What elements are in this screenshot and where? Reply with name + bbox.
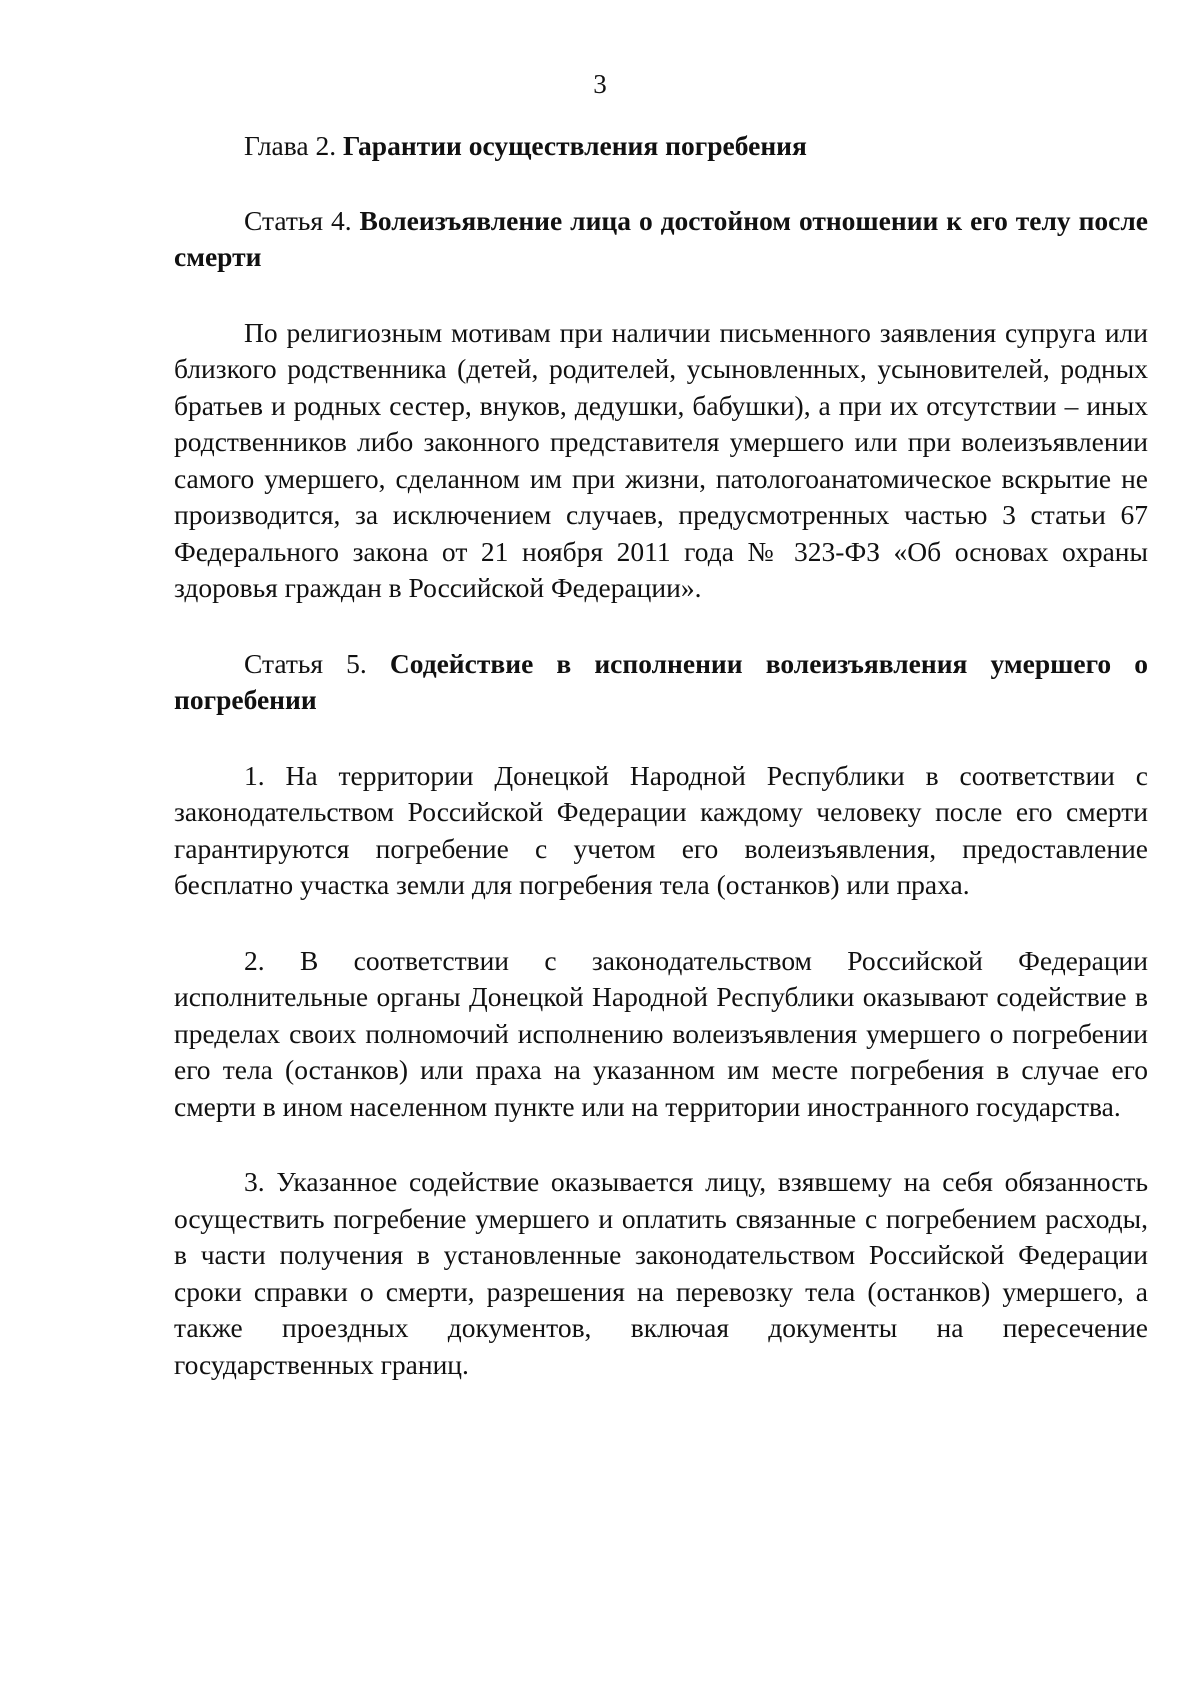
article-5-paragraph-3: 3. Указанное содействие оказывается лицу, взявшему на себя обязанность осуществить погребение умершего и оплатить связанные с погребением расходы, в части получения в установленные законодательством Российской Федерации сроки справки о смерти, разрешения на перевозку тела (останков) умершего, а также проездных документов, включая документы на пересечение государственных границ. [174, 1166, 1148, 1380]
article-5-heading [174, 646, 1148, 719]
article-4-title: Волеизъявление лица о достойном отношении к его телу после смерти [174, 204, 1149, 272]
chapter-prefix: Глава 2. [244, 130, 337, 161]
article-5-title: Содействие в исполнении волеизъявления умершего о погребении [174, 647, 1148, 715]
page-number: 3 [593, 69, 607, 99]
article-4-prefix: Статья 4. [244, 204, 352, 236]
article-5-prefix: Статья 5. [244, 647, 367, 679]
article-5-paragraph-2: 2. В соответствии с законодательством Российской Федерации исполнительные органы Донецкой Народной Республики оказывают содействие в пределах своих полномочий исполнению волеизъявления умершего о погребении его тела (останков) или праха на указанном им месте погребения в случае его смерти в ином населенном пункте или на территории иностранного государства. [174, 944, 1148, 1122]
article-4-paragraph: По религиозным мотивам при наличии письменного заявления супруга или близкого родственника (детей, родителей, усыновленных, усыновителей, родных братьев и родных сестер, внуков, дедушки, бабушки), а при их отсутствии – иных родственников либо законного представителя умершего или при волеизъявлении самого умершего, сделанном им при жизни, патологоанатомическое вскрытие не производится, за исключением случаев, предусмотренных частью 3 статьи 67 Федерального закона от 21 ноября 2011 года № 323-ФЗ «Об основах охраны здоровья граждан в Российской Федерации». [174, 316, 1148, 603]
chapter-title: Гарантии осуществления погребения [342, 130, 807, 161]
chapter-heading [174, 128, 1148, 165]
article-4-heading [174, 203, 1148, 276]
article-5-paragraph-1: 1. На территории Донецкой Народной Республики в соответствии с законодательством Российской Федерации каждому человеку после его смерти гарантируются погребение с учетом его волеизъявления, предоставление бесплатно участка земли для погребения тела (останков) или праха. [174, 759, 1148, 900]
document-content [174, 128, 1148, 1383]
